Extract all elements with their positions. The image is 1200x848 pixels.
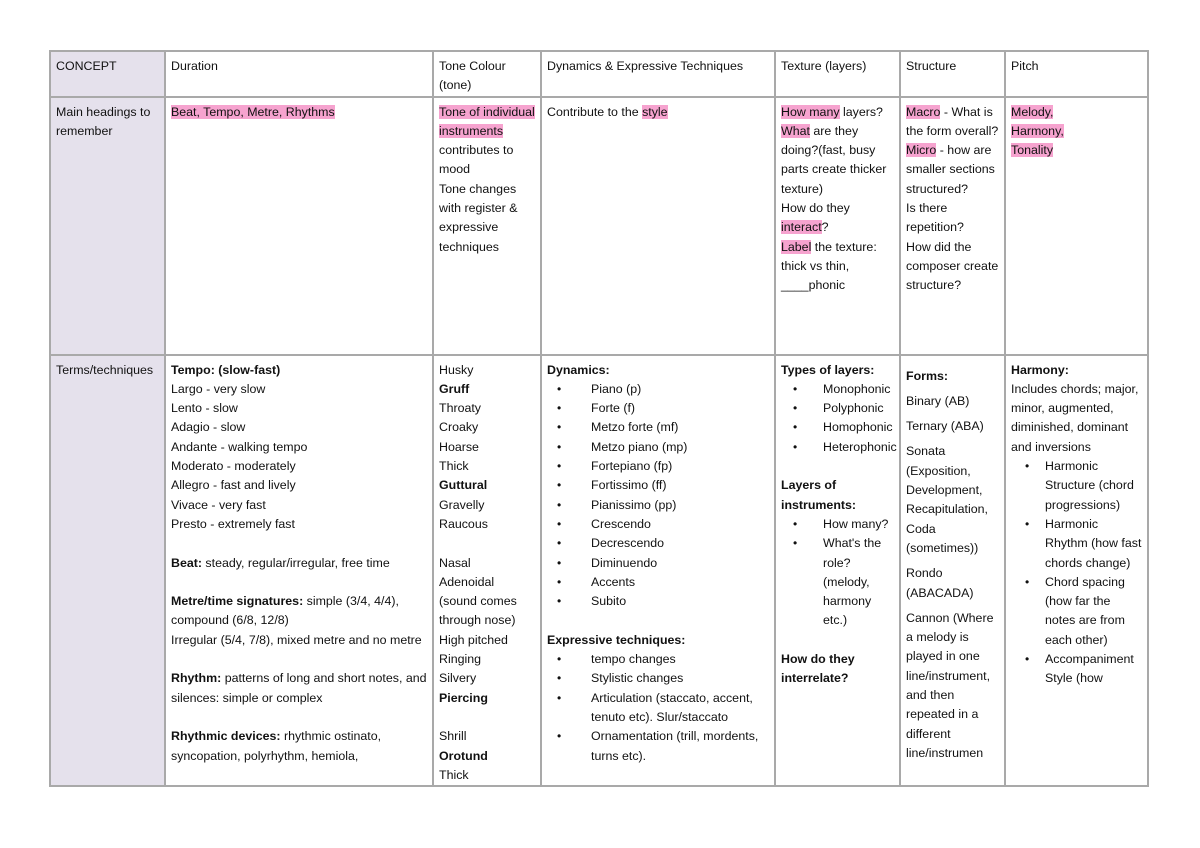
- beat-text: steady, regular/irregular, free time: [201, 555, 390, 570]
- terms-row: [50, 355, 1148, 787]
- tempo-item: Moderato - moderately: [171, 459, 296, 474]
- tone-mood-text: contributes to mood: [439, 143, 514, 177]
- tone-term: Silvery: [439, 671, 477, 686]
- expressive-list: [547, 650, 769, 766]
- form-item: Ternary (ABA): [906, 419, 984, 434]
- cell-tone-terms: [433, 355, 541, 787]
- harmony-text: Includes chords; major, minor, augmented, diminished, dominant and inversions: [1011, 381, 1139, 454]
- dynamics-item: • Fortepiano (fp): [547, 457, 769, 476]
- form-item: Sonata (Exposition, Development, Recapitulation, Coda (sometimes)): [906, 444, 988, 555]
- dynamics-item: • Accents: [547, 573, 769, 592]
- cell-pitch-terms: [1005, 355, 1148, 787]
- row-label-terms: Terms/techniques: [50, 355, 165, 787]
- devices-heading: Rhythmic devices:: [171, 729, 281, 744]
- dynamics-item: • Pianissimo (pp): [547, 496, 769, 515]
- structure-text-4: How did the composer create structure?: [906, 239, 999, 293]
- texture-type: • Heterophonic: [781, 438, 894, 457]
- tone-term: Hoarse: [439, 439, 479, 454]
- dynamics-item: • Decrescendo: [547, 534, 769, 553]
- tone-term: Thick: [439, 767, 469, 782]
- texture-text-3: How do they: [781, 201, 850, 216]
- texture-interrelate: How do they interrelate?: [781, 652, 855, 686]
- harmony-item: • Harmonic Structure (chord progressions): [1011, 457, 1142, 515]
- tempo-heading: Tempo:: [171, 362, 215, 377]
- pitch-harmony: Harmony,: [1011, 123, 1064, 138]
- structure-hl-micro: Micro: [906, 143, 937, 158]
- cell-pitch-headings: [1005, 97, 1148, 355]
- tone-term: Shrill: [439, 729, 467, 744]
- rhythm-heading: Rhythm:: [171, 671, 222, 686]
- texture-hl-label: Label: [781, 239, 812, 254]
- tone-term: Gravelly: [439, 497, 485, 512]
- dynamics-item: • Metzo forte (mf): [547, 418, 769, 437]
- beat-line: [171, 554, 427, 573]
- cell-structure-headings: [900, 97, 1005, 355]
- dynamics-list: [547, 380, 769, 612]
- texture-type: • Monophonic: [781, 380, 894, 399]
- tempo-item: Largo - very slow: [171, 381, 266, 396]
- cell-structure-terms: [900, 355, 1005, 787]
- dynamics-heading: Dynamics:: [547, 362, 610, 377]
- harmony-item: • Chord spacing (how far the notes are from each other): [1011, 573, 1142, 650]
- rhythm-text: patterns of long and short notes, and silences: simple or complex: [171, 671, 427, 705]
- cell-texture-headings: [775, 97, 900, 355]
- header-duration: Duration: [165, 51, 433, 97]
- expressive-item: • Ornamentation (trill, mordents, turns etc).: [547, 727, 769, 766]
- texture-text-5: the texture: thick vs thin, ____phonic: [781, 239, 877, 293]
- dynamics-highlight: style: [642, 104, 668, 119]
- cell-duration-headings: [165, 97, 433, 355]
- devices-line: [171, 727, 427, 766]
- form-item: Cannon (Where a melody is played in one line/instrument, and then repeated in a different line/instrumen: [906, 610, 994, 760]
- header-concept: CONCEPT: [50, 51, 165, 97]
- texture-hl-what: What: [781, 123, 810, 138]
- pitch-tonality: Tonality: [1011, 143, 1054, 158]
- header-dynamics: Dynamics & Expressive Techniques: [541, 51, 775, 97]
- expressive-item: • tempo changes: [547, 650, 769, 669]
- tone-term: High pitched: [439, 632, 508, 647]
- dynamics-item: • Crescendo: [547, 515, 769, 534]
- expressive-item: • Stylistic changes: [547, 669, 769, 688]
- header-pitch: Pitch: [1005, 51, 1148, 97]
- tempo-item: Andante - walking tempo: [171, 439, 308, 454]
- texture-hl-interact: interact: [781, 220, 822, 235]
- tempo-item: Lento - slow: [171, 401, 238, 416]
- form-item: Rondo (ABACADA): [906, 566, 974, 600]
- tempo-item: Adagio - slow: [171, 420, 246, 435]
- metre-line: [171, 592, 427, 631]
- devices-text: rhythmic ostinato, syncopation, polyrhythm, hemiola,: [171, 729, 382, 763]
- cell-duration-terms: [165, 355, 433, 787]
- duration-headings-text: Beat, Tempo, Metre, Rhythms: [171, 104, 335, 119]
- texture-text-4: ?: [821, 220, 829, 235]
- texture-types-list: [781, 380, 897, 457]
- tempo-item: Allegro - fast and lively: [171, 478, 296, 493]
- cell-tone-headings: [433, 97, 541, 355]
- tempo-item: Presto - extremely fast: [171, 516, 295, 531]
- metre-irregular: Irregular (5/4, 7/8), mixed metre and no metre: [171, 632, 422, 647]
- harmony-heading: Harmony:: [1011, 362, 1069, 377]
- cell-dynamics-headings: [541, 97, 775, 355]
- structure-text-1: - What is the form overall?: [906, 104, 999, 138]
- tone-term: Orotund: [439, 748, 488, 763]
- harmony-item: • Accompaniment Style (how: [1011, 650, 1142, 689]
- dynamics-item: • Metzo piano (mp): [547, 438, 769, 457]
- tempo-item: Vivace - very fast: [171, 497, 266, 512]
- expressive-item: • Articulation (staccato, accent, tenuto etc). Slur/staccato: [547, 689, 769, 728]
- texture-types-heading: Types of layers:: [781, 362, 875, 377]
- texture-layer-item: • How many?: [781, 515, 894, 534]
- metre-text: simple (3/4, 4/4), compound (6/8, 12/8): [171, 594, 399, 628]
- texture-type: • Polyphonic: [781, 399, 894, 418]
- tone-term: Adenoidal (sound comes through nose): [439, 574, 517, 628]
- concept-table: [49, 50, 1149, 787]
- beat-heading: Beat:: [171, 555, 202, 570]
- tone-term: Ringing: [439, 652, 482, 667]
- tone-term: Piercing: [439, 690, 488, 705]
- metre-heading: Metre/time signatures:: [171, 594, 304, 609]
- dynamics-text: Contribute to the: [547, 104, 643, 119]
- forms-heading: Forms:: [906, 368, 948, 383]
- texture-type: • Homophonic: [781, 418, 894, 437]
- structure-hl-macro: Macro: [906, 104, 941, 119]
- tone-term: Husky: [439, 362, 474, 377]
- cell-texture-terms: [775, 355, 900, 787]
- structure-text-2: - how are smaller sections structured?: [906, 143, 995, 196]
- texture-hl-how-many: How many: [781, 104, 840, 119]
- tempo-subheading: (slow-fast): [214, 362, 281, 377]
- form-item: Binary (AB): [906, 393, 970, 408]
- texture-layers-list: [781, 515, 894, 631]
- texture-text-1: layers?: [839, 104, 883, 119]
- rhythm-line: [171, 669, 427, 708]
- dynamics-item: • Forte (f): [547, 399, 769, 418]
- dynamics-item: • Piano (p): [547, 380, 769, 399]
- pitch-melody: Melody,: [1011, 104, 1054, 119]
- tone-term: Guttural: [439, 478, 488, 493]
- row-label-main-headings: Main headings to remember: [50, 97, 165, 355]
- tone-term: Thick: [439, 459, 469, 474]
- tone-term: Throaty: [439, 401, 482, 416]
- header-tone-colour: Tone Colour (tone): [433, 51, 541, 97]
- dynamics-item: • Diminuendo: [547, 554, 769, 573]
- header-texture: Texture (layers): [775, 51, 900, 97]
- tone-term: Gruff: [439, 381, 470, 396]
- tone-highlight: Tone of individual instruments: [439, 104, 535, 138]
- expressive-heading: Expressive techniques:: [547, 632, 686, 647]
- dynamics-item: • Subito: [547, 592, 769, 611]
- texture-layer-item: • What's the role? (melody, harmony etc.): [781, 534, 894, 630]
- cell-dynamics-terms: [541, 355, 775, 787]
- texture-layers-heading: Layers of instruments:: [781, 478, 857, 512]
- tone-term: Raucous: [439, 516, 488, 531]
- header-structure: Structure: [900, 51, 1005, 97]
- tone-term: Nasal: [439, 555, 471, 570]
- harmony-list: [1011, 457, 1142, 689]
- dynamics-item: • Fortissimo (ff): [547, 476, 769, 495]
- main-headings-row: [50, 97, 1148, 355]
- tone-term: Croaky: [439, 420, 479, 435]
- texture-text-2: are they doing?(fast, busy parts create thicker texture): [781, 123, 887, 196]
- header-row: [50, 51, 1148, 97]
- structure-text-3: Is there repetition?: [906, 201, 964, 235]
- harmony-item: • Harmonic Rhythm (how fast chords change): [1011, 515, 1142, 573]
- tone-register-text: Tone changes with register & expressive techniques: [439, 181, 518, 254]
